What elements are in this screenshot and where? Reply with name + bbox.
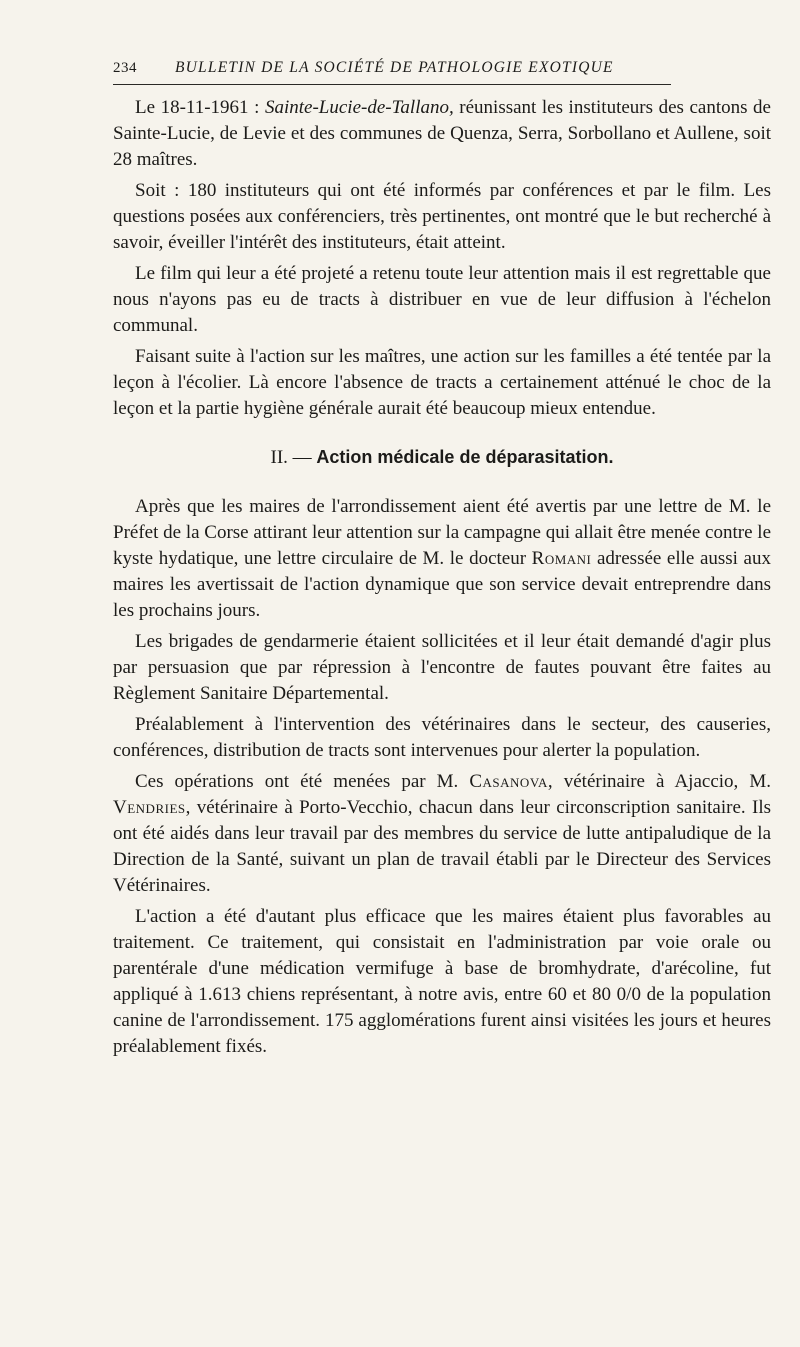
author-name: Romani: [531, 548, 592, 569]
author-name: Casanova: [469, 771, 548, 792]
page-number: 234: [113, 60, 137, 76]
paragraph-operations: Ces opérations ont été menées par M. Casanova, vétérinaire à Ajaccio, M. Vendries, vétérinaire à Porto-Vecchio, chacun dans leur circonscription sanitaire. Ils ont été aidés dans leur travail par des membres du service de lutte antipaludique de la Direction de la Santé, suivant un plan de travail établi par le Directeur des Services Vétérinaires.: [113, 771, 771, 896]
author-name: Vendries: [113, 797, 186, 818]
paragraph-maires: Après que les maires de l'arrondissement aient été avertis par une lettre de M. le Préfet de la Corse attirant leur attention sur la campagne qui allait être menée contre le kyste hydatique, une lettre circulaire de M. le docteur Romani adressée elle aussi aux maires les avertissait de l'action dynamique que son service devait entreprendre dans les prochains jours.: [113, 496, 771, 621]
paragraph-familles: Faisant suite à l'action sur les maîtres, une action sur les familles a été tentée par la leçon à l'écolier. Là encore l'absence de tracts a certainement atténué le choc de la leçon et la partie hygiène générale aurait été beaucoup mieux entendue.: [113, 346, 771, 419]
section-title: Action médicale de déparasitation.: [316, 447, 614, 467]
paragraph-traitement: L'action a été d'autant plus efficace que les maires étaient plus favorables au traitement. Ce traitement, qui consistait en l'administration par voie orale ou parentérale d'une médication vermifuge à base de bromhydrate, d'arécoline, fut appliqué à 1.613 chiens représentant, à notre avis, entre 60 et 80 0/0 de la population canine de l'arrondissement. 175 agglomérations furent ainsi visitées les jours et heures préalablement fixés.: [113, 906, 771, 1057]
session-date: Le 18-11-1961 :: [135, 97, 265, 118]
journal-title: BULLETIN DE LA SOCIÉTÉ DE PATHOLOGIE EXOTIQUE: [175, 59, 614, 76]
paragraph-veterinaires: Préalablement à l'intervention des vétérinaires dans le secteur, des causeries, conférences, distribution de tracts sont intervenues pour alerter la population.: [113, 714, 771, 761]
running-header: [113, 54, 671, 85]
place-name: Sainte-Lucie-de-Tallano,: [264, 97, 454, 118]
paragraph-total-instituteurs: Soit : 180 instituteurs qui ont été informés par conférences et par le film. Les questions posées aux conférenciers, très pertinentes, ont montré que le but recherché à savoir, éveiller l'intérêt des instituteurs, était atteint.: [113, 180, 771, 253]
paragraph-film: Le film qui leur a été projeté a retenu toute leur attention mais il est regrettable que nous n'ayons pas eu de tracts à distribuer en vue de leur diffusion à l'échelon communal.: [113, 263, 771, 336]
section-number: II. —: [270, 447, 317, 468]
paragraph-gendarmerie: Les brigades de gendarmerie étaient sollicitées et il leur était demandé d'agir plus par persuasion que par répression à l'encontre de fautes pouvant être faites au Règlement Sanitaire Départemental.: [113, 631, 771, 704]
section-heading: [113, 444, 771, 471]
paragraph-sainte-lucie: Le 18-11-1961 : Sainte-Lucie-de-Tallano, réunissant les instituteurs des cantons de Sainte-Lucie, de Levie et des communes de Quenza, Serra, Sorbollano et Aullene, soit 28 maîtres.: [113, 97, 771, 170]
body-text: [113, 95, 771, 1060]
